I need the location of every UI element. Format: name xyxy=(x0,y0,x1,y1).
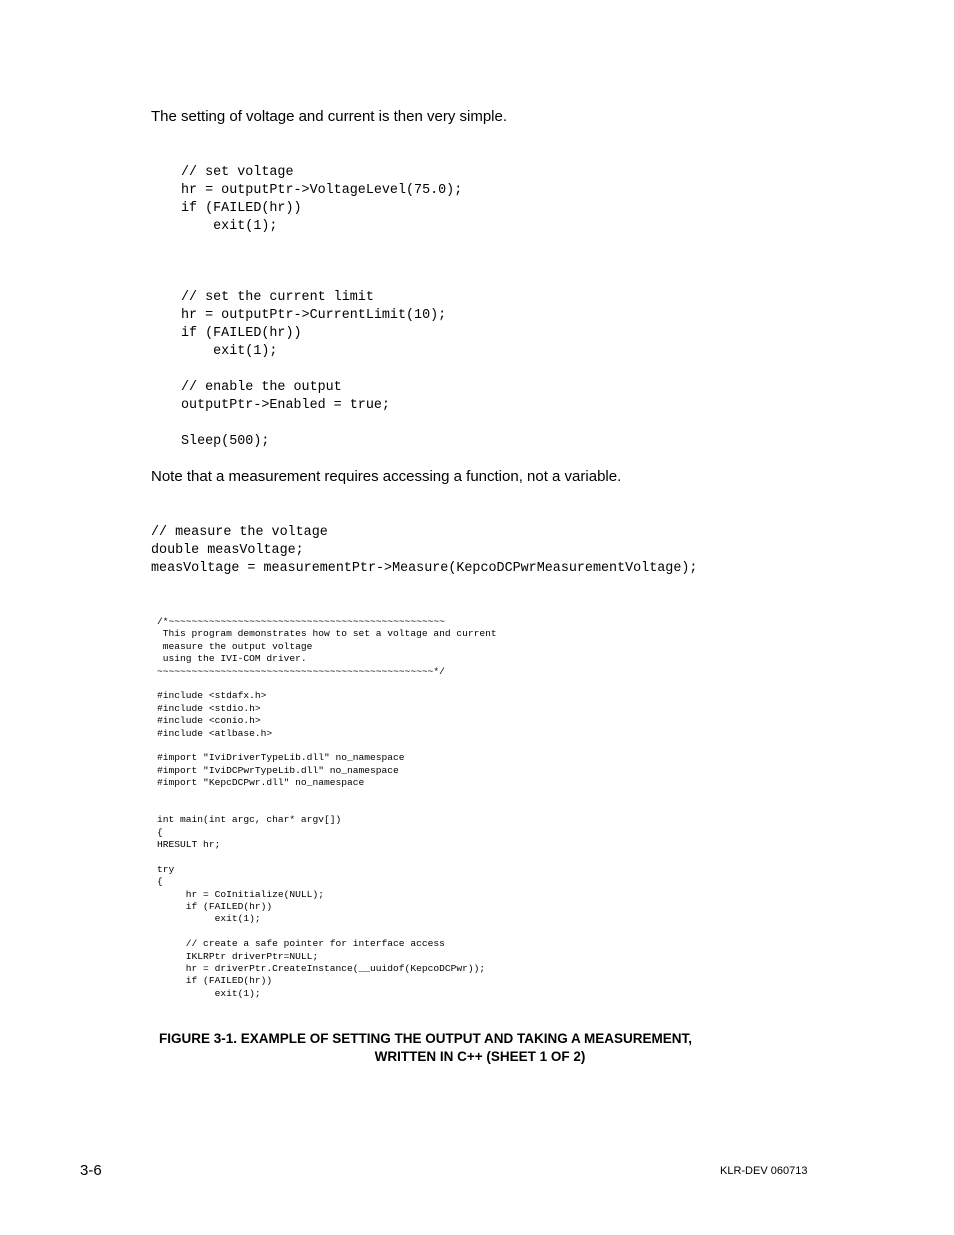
code-line: hr = outputPtr->CurrentLimit(10); xyxy=(181,308,447,323)
code-line: using the IVI-COM driver. xyxy=(157,653,307,665)
code-line: exit(1); xyxy=(157,987,261,999)
code-line xyxy=(157,740,497,752)
code-line: Sleep(500); xyxy=(181,434,270,449)
code-line: // measure the voltage xyxy=(151,525,328,540)
code-line: // set voltage xyxy=(181,165,294,180)
code-line xyxy=(157,926,497,938)
code-line: exit(1); xyxy=(181,344,278,359)
code-line: if (FAILED(hr)) xyxy=(157,975,273,987)
code-line: double measVoltage; xyxy=(151,543,304,558)
code-line: #include <stdafx.h> xyxy=(157,690,267,702)
code-block-current-limit xyxy=(181,289,446,451)
code-line: ~~~~~~~~~~~~~~~~~~~~~~~~~~~~~~~~~~~~~~~~~~~~~~~~*/ xyxy=(157,665,445,677)
code-line: hr = driverPtr.CreateInstance(__uuidof(KepcoDCPwr)); xyxy=(157,962,486,974)
code-line: // enable the output xyxy=(181,380,342,395)
intro-paragraph: The setting of voltage and current is then very simple. xyxy=(151,108,508,125)
code-line xyxy=(181,415,446,433)
code-line: #import "IviDCPwrTypeLib.dll" no_namespace xyxy=(157,764,399,776)
code-line: int main(int argc, char* argv[]) xyxy=(157,814,342,826)
code-line: measVoltage = measurementPtr->Measure(KepcoDCPwrMeasurementVoltage); xyxy=(151,561,698,576)
note-paragraph: Note that a measurement requires accessing a function, not a variable. xyxy=(151,468,622,485)
code-line: This program demonstrates how to set a voltage and current xyxy=(157,628,497,640)
code-line: hr = outputPtr->VoltageLevel(75.0); xyxy=(181,183,463,198)
code-line: if (FAILED(hr)) xyxy=(157,900,273,912)
code-line: { xyxy=(157,876,163,888)
code-line: outputPtr->Enabled = true; xyxy=(181,398,390,413)
code-line: #include <atlbase.h> xyxy=(157,727,273,739)
code-line: // create a safe pointer for interface access xyxy=(157,938,445,950)
code-line xyxy=(157,802,497,814)
code-block-set-voltage xyxy=(181,164,462,236)
code-line: { xyxy=(157,826,163,838)
code-line: exit(1); xyxy=(157,913,261,925)
code-line: IKLRPtr driverPtr=NULL; xyxy=(157,950,319,962)
code-line: exit(1); xyxy=(181,219,278,234)
code-line xyxy=(157,789,497,801)
code-line: try xyxy=(157,863,175,875)
code-line: measure the output voltage xyxy=(157,640,313,652)
code-line: #import "IviDriverTypeLib.dll" no_namespace xyxy=(157,752,405,764)
code-line: #import "KepcDCPwr.dll" no_namespace xyxy=(157,777,365,789)
code-line: #include <conio.h> xyxy=(157,715,261,727)
figure-caption-line-1: FIGURE 3-1. EXAMPLE OF SETTING THE OUTPUT AND TAKING A MEASUREMENT, xyxy=(159,1031,693,1046)
code-line: hr = CoInitialize(NULL); xyxy=(157,888,324,900)
code-line xyxy=(157,678,497,690)
code-block-measure xyxy=(151,524,697,578)
document-id: KLR-DEV 060713 xyxy=(720,1165,808,1177)
code-line: #include <stdio.h> xyxy=(157,702,261,714)
page-number: 3-6 xyxy=(80,1162,102,1179)
code-line: if (FAILED(hr)) xyxy=(181,326,302,341)
code-line: /*~~~~~~~~~~~~~~~~~~~~~~~~~~~~~~~~~~~~~~~~~~~~~~~~ xyxy=(157,616,445,627)
figure-caption-line-2: WRITTEN IN C++ (SHEET 1 OF 2) xyxy=(374,1048,586,1064)
figure-caption xyxy=(150,1030,810,1065)
code-line xyxy=(181,361,446,379)
figure-code-listing xyxy=(157,616,497,1000)
code-line: if (FAILED(hr)) xyxy=(181,201,302,216)
code-line: // set the current limit xyxy=(181,290,374,305)
code-line: HRESULT hr; xyxy=(157,839,221,851)
code-line xyxy=(157,851,497,863)
